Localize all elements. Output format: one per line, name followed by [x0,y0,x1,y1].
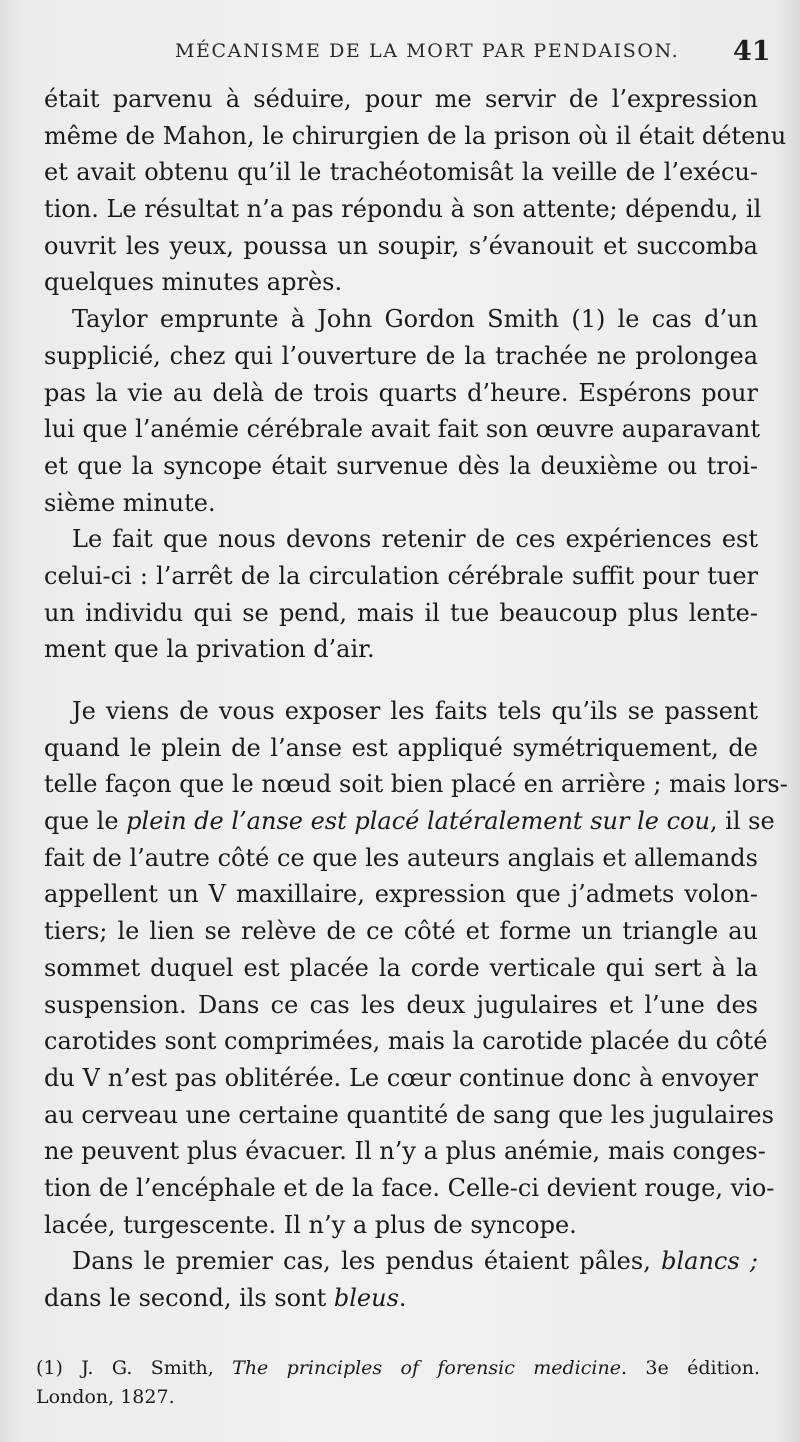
text-run: , il se [709,807,775,836]
text-line: tiers; le lien se relève de ce côté et forme un triangle au [44,917,758,946]
text-line: lacée, turgescente. Il n’y a plus de syncope. [44,1210,577,1239]
paragraph-gap [44,668,758,693]
text-line: pas la vie au delà de trois quarts d’heure. Espérons pour [44,378,758,407]
text-line: tion. Le résultat n’a pas répondu à son attente; dépendu, il [44,195,762,224]
footnote-run: . 3e édition. [620,1357,760,1379]
text-line: et avait obtenu qu’il le trachéotomisât la veille de l’exécu- [44,158,758,187]
text-line-with-italic [44,803,775,840]
text-line: lui que l’anémie cérébrale avait fait son œuvre auparavant [44,415,760,444]
text-run: dans le second, ils sont [44,1284,334,1312]
text-line: supplicié, chez qui l’ouverture de la trachée ne prolongea [44,341,758,370]
footnote-book-title: The principles of forensic medicine [232,1357,621,1379]
text-line: suspension. Dans ce cas les deux jugulaires et l’une des [44,990,758,1019]
footnote-line: London, 1827. [36,1386,175,1408]
text-line: appellent un V maxillaire, expression que j’admets volon- [44,880,758,909]
footnote-line [36,1354,760,1383]
footnote [36,1354,760,1412]
text-line: ouvrit les yeux, poussa un soupir, s’évanouit et succomba [44,231,758,260]
text-run: que le [44,807,127,836]
text-line: sième minute. [44,488,216,517]
text-line: Le fait que nous devons retenir de ces expériences est [72,525,758,554]
text-line: et que la syncope était survenue dès la deuxième ou troi- [44,451,758,480]
text-line: tion de l’encéphale et de la face. Celle-ci devient rouge, vio- [44,1173,775,1202]
text-line: un individu qui se pend, mais il tue beaucoup plus lente- [44,598,758,627]
text-line: du V n’est pas oblitérée. Le cœur continue donc à envoyer [44,1063,758,1092]
text-line-with-italic [44,1280,758,1317]
text-run: Dans le premier cas, les pendus étaient pâles, [72,1247,662,1276]
text-line: au cerveau une certaine quantité de sang que les jugulaires [44,1100,774,1129]
text-line: celui-ci : l’arrêt de la circulation cérébrale suffit pour tuer [44,561,758,590]
footnote-run: (1) J. G. Smith, [36,1357,233,1379]
text-run: . [398,1284,407,1312]
italic-run: blancs ; [661,1247,758,1276]
page-number: 41 [733,36,771,67]
running-title: MÉCANISME DE LA MORT PAR PENDAISON. [175,40,680,62]
text-line: quelques minutes après. [44,268,343,297]
text-line: Taylor emprunte à John Gordon Smith (1) le cas d’un [72,305,758,334]
running-head [0,36,800,70]
text-line: Je viens de vous exposer les faits tels qu’ils se passent [72,697,758,725]
text-line: même de Mahon, le chirurgien de la prison où il était détenu [44,121,787,150]
text-line: quand le plein de l’anse est appliqué symétriquement, de [44,733,758,762]
text-line: telle façon que le nœud soit bien placé en arrière ; mais lors- [44,770,788,799]
text-line: ne peuvent plus évacuer. Il n’y a plus anémie, mais conges- [44,1137,766,1166]
text-line-with-italic [44,1243,758,1280]
text-line: fait de l’autre côté ce que les auteurs anglais et allemands [44,843,758,872]
body-text [44,81,788,1317]
text-line: était parvenu à séduire, pour me servir de l’expression [44,85,758,113]
italic-run: bleus [333,1284,399,1312]
text-line: ment que la privation d’air. [44,635,375,664]
text-line: sommet duquel est placée la corde verticale qui sert à la [44,953,758,982]
italic-run: plein de l’anse est placé latéralement sur le cou [126,807,710,836]
text-line: carotides sont comprimées, mais la carotide placée du côté [44,1027,768,1056]
